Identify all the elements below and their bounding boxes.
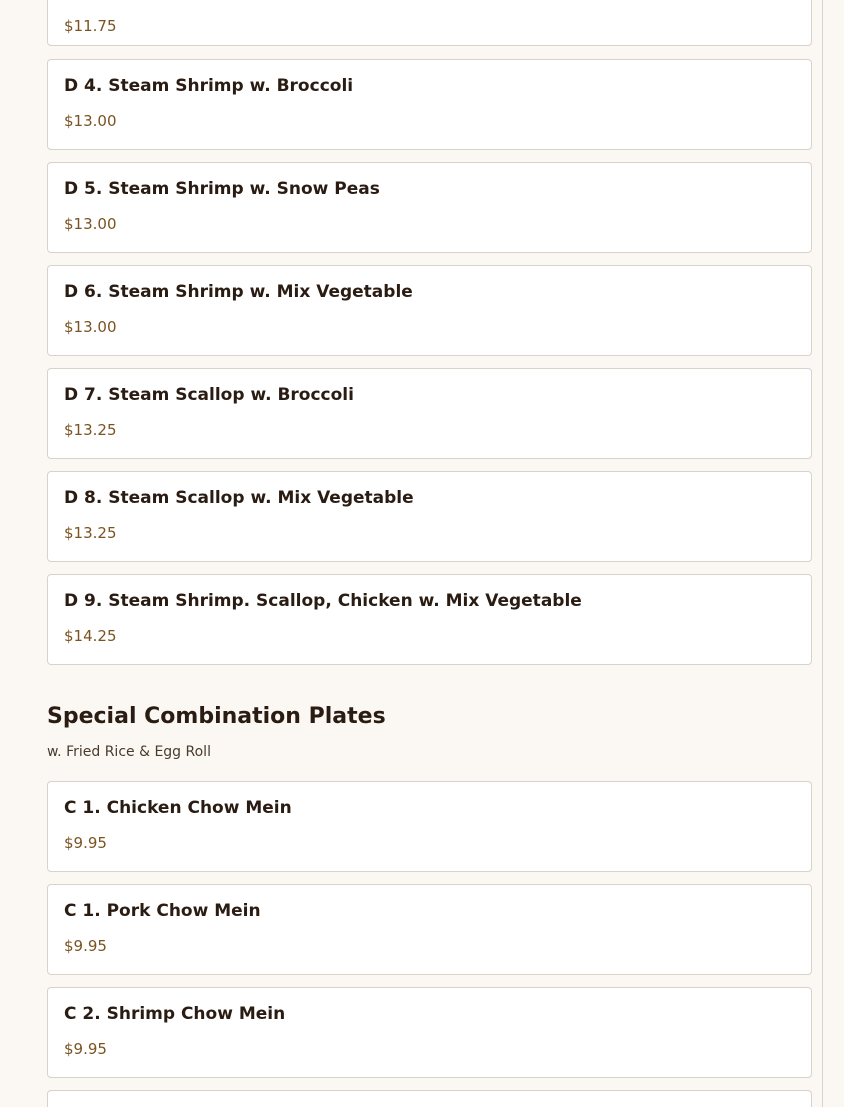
menu-item-card[interactable] — [47, 781, 812, 872]
menu-item-price: $9.95 — [64, 1040, 107, 1058]
menu-item-price: $13.00 — [64, 318, 117, 336]
menu-item-card[interactable] — [47, 1090, 812, 1107]
menu-item-price: $13.00 — [64, 215, 117, 233]
menu-item-card[interactable] — [47, 368, 812, 459]
menu-item-card[interactable] — [47, 471, 812, 562]
menu-item-name: C 1. Chicken Chow Mein — [64, 798, 292, 818]
menu-item-name: C 2. Shrimp Chow Mein — [64, 1004, 286, 1024]
menu-item-price: $13.25 — [64, 524, 117, 542]
menu-item-price: $9.95 — [64, 834, 107, 852]
menu-item-card[interactable] — [47, 0, 812, 46]
section-title: Special Combination Plates — [47, 704, 386, 729]
menu-item-name: D 6. Steam Shrimp w. Mix Vegetable — [64, 282, 413, 302]
menu-item-card[interactable] — [47, 574, 812, 665]
menu-item-name: D 7. Steam Scallop w. Broccoli — [64, 385, 354, 405]
menu-item-name: D 5. Steam Shrimp w. Snow Peas — [64, 179, 380, 199]
menu-item-price: $9.95 — [64, 937, 107, 955]
menu-item-price: $13.25 — [64, 421, 117, 439]
menu-item-name: D 8. Steam Scallop w. Mix Vegetable — [64, 488, 414, 508]
menu-item-card[interactable] — [47, 162, 812, 253]
menu-item-name: D 4. Steam Shrimp w. Broccoli — [64, 76, 354, 96]
section-description: w. Fried Rice & Egg Roll — [47, 744, 211, 760]
menu-item-card[interactable] — [47, 884, 812, 975]
menu-item-price: $13.00 — [64, 112, 117, 130]
menu-item-card[interactable] — [47, 265, 812, 356]
menu-item-card[interactable] — [47, 987, 812, 1078]
menu-item-name: D 9. Steam Shrimp. Scallop, Chicken w. Mix Vegetable — [64, 591, 582, 611]
menu-item-card[interactable] — [47, 59, 812, 150]
menu-item-price: $11.75 — [64, 17, 117, 35]
menu-item-price: $14.25 — [64, 627, 117, 645]
menu-item-name: C 1. Pork Chow Mein — [64, 901, 261, 921]
